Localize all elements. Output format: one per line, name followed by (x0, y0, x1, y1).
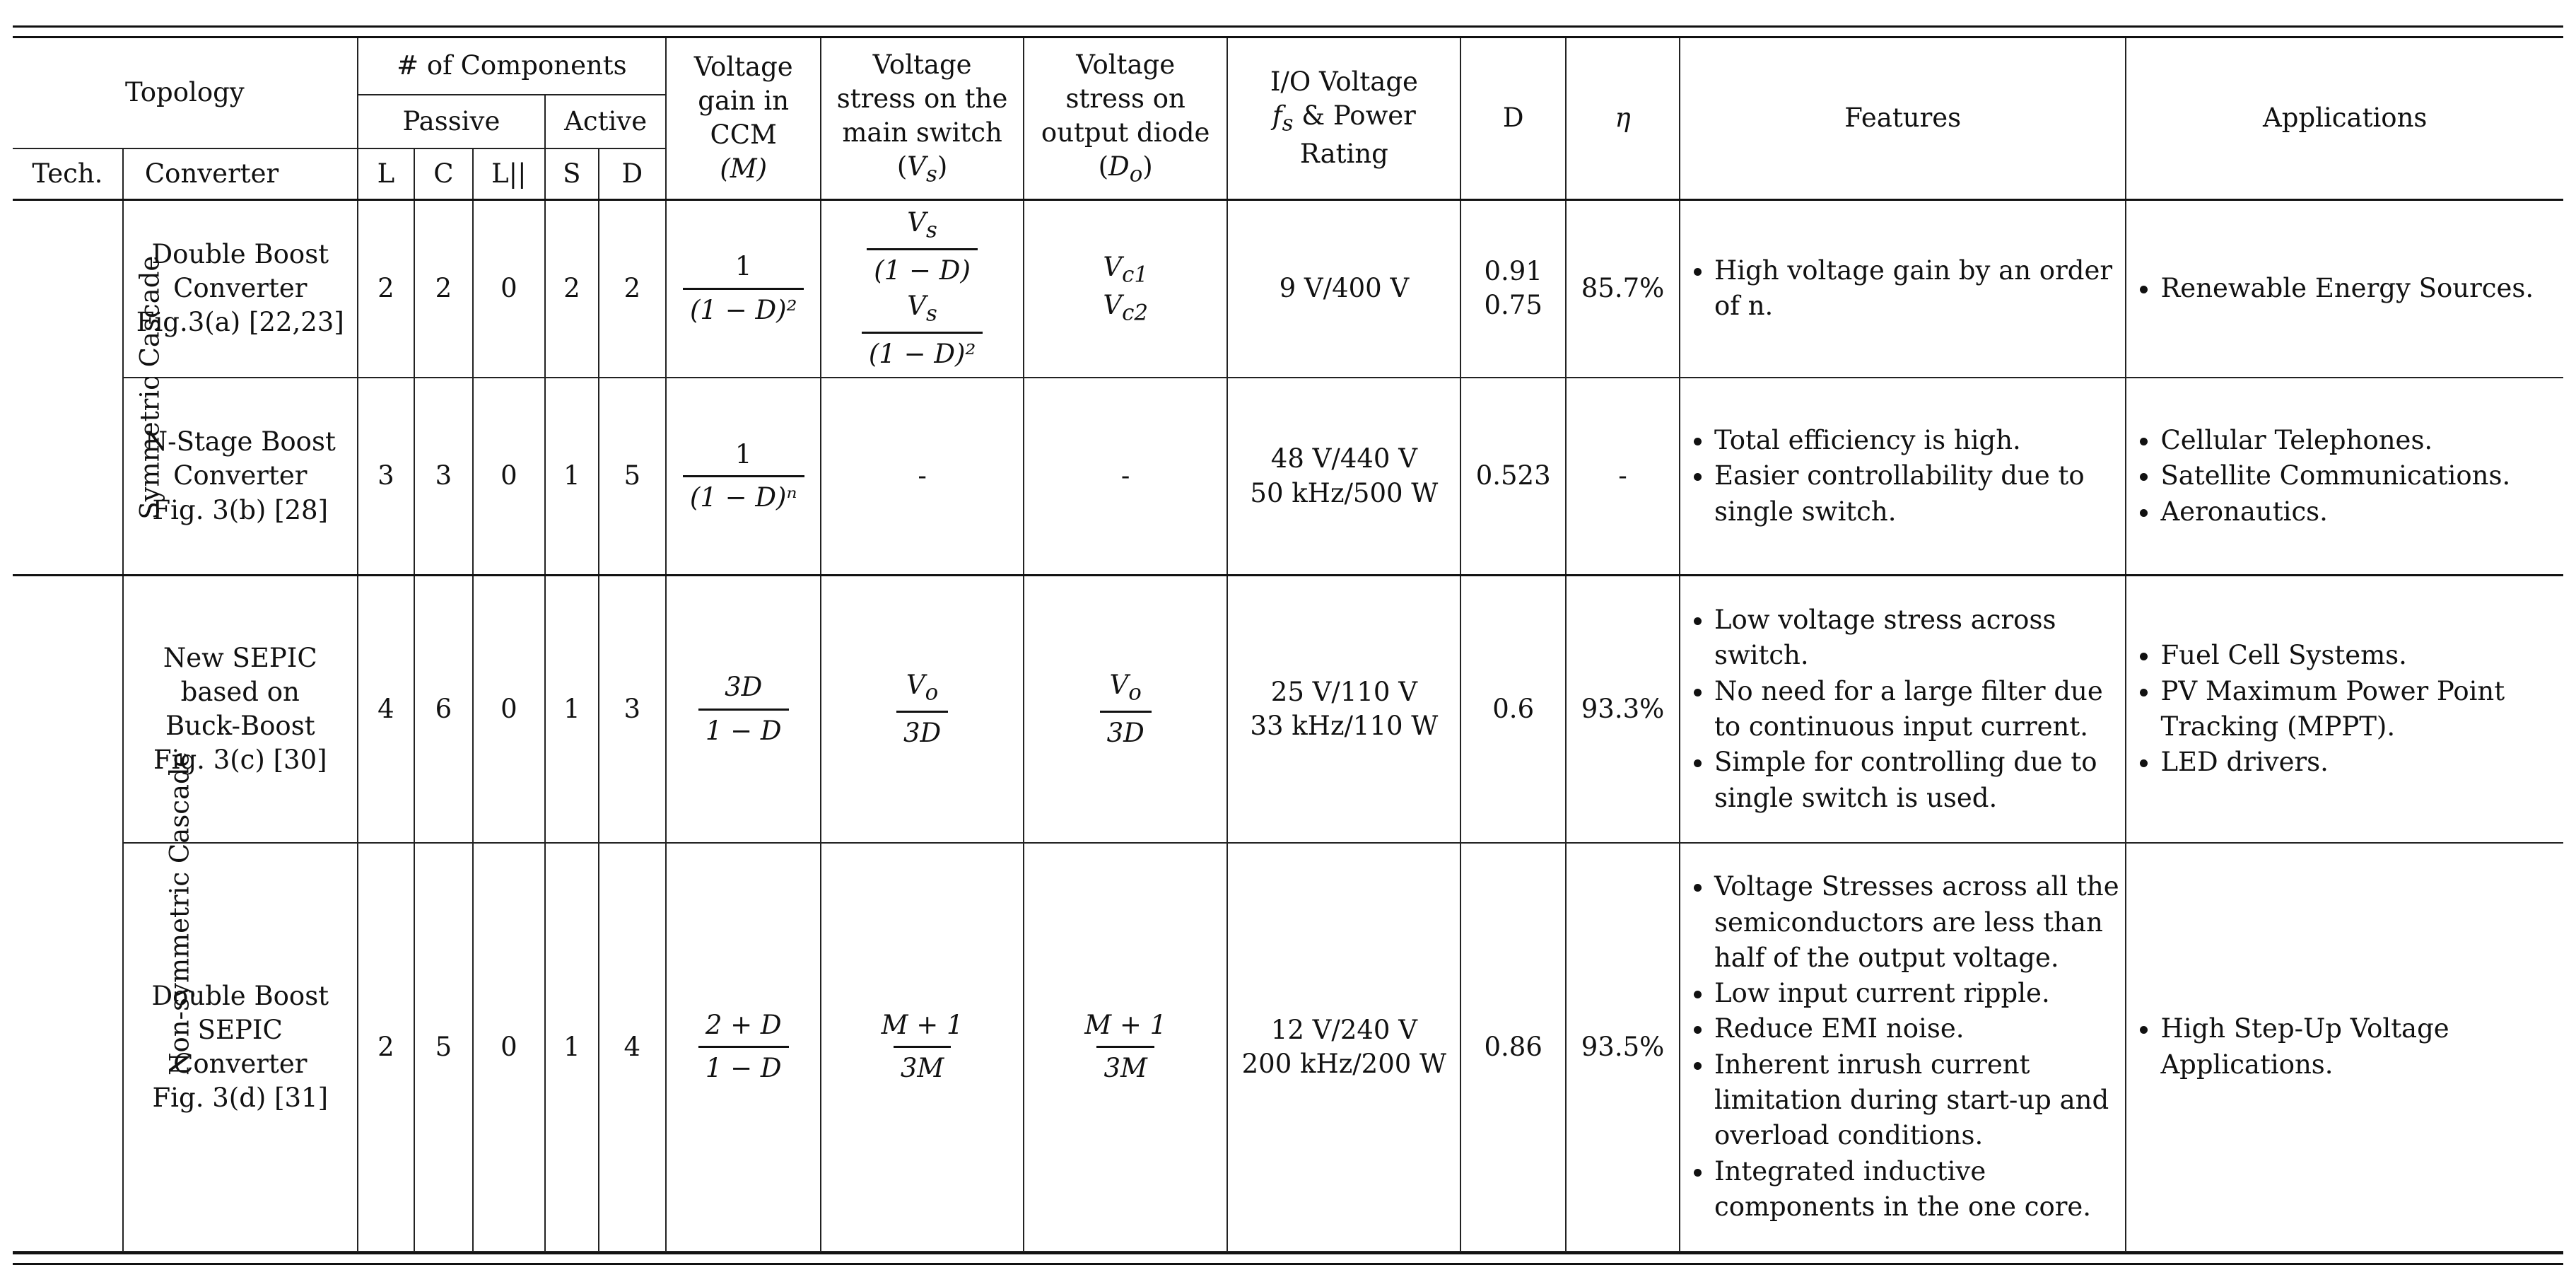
topology-header: Topology (13, 38, 358, 148)
efficiency: - (1566, 378, 1680, 576)
switch-count: 2 (545, 199, 598, 378)
voltage-gain: $\frac{1}{\text{(1 − D)ⁿ}}$ (666, 378, 821, 576)
coupled-inductor-count: 0 (473, 843, 546, 1252)
switch-count: 1 (545, 843, 598, 1252)
list-item: • High Step-Up Voltage Applications. (2160, 1011, 2558, 1083)
diode-stress: - (1024, 378, 1228, 576)
features-cell (1680, 843, 2126, 1252)
components-header: # of Components (358, 38, 666, 95)
efficiency: 93.3% (1566, 576, 1680, 843)
switch-stress: $\frac{V_s}{(1 - D)}$ $\frac{V_s}{\text{(1 − D)²}}$ (821, 199, 1024, 378)
coupled-inductor-count: 0 (473, 199, 546, 378)
features-cell (1680, 199, 2126, 378)
table-row (13, 843, 2563, 1252)
diode-stress: $\frac{M + 1}{3M}$ (1024, 843, 1228, 1252)
coupled-inductor-count: 0 (473, 576, 546, 843)
applications-cell (2126, 576, 2563, 843)
coupled-inductor-header: L|| (473, 148, 546, 199)
switch-count: 1 (545, 378, 598, 576)
list-item: • Low input current ripple. (1714, 976, 2119, 1011)
converter-name: N-Stage Boost Converter Fig. 3(b) [28] (123, 378, 358, 576)
list-item: • Low voltage stress across switch. (1714, 602, 2119, 674)
list-item: • High voltage gain by an order of n. (1714, 253, 2119, 325)
efficiency-header: η (1566, 38, 1680, 199)
io-header: I/O Voltage $f_s$ & Power Rating (1227, 38, 1460, 199)
duty-cycle: 0.6 (1460, 576, 1566, 843)
io-rating: 9 V/400 V (1227, 199, 1460, 378)
table-row (13, 576, 2563, 843)
list-item: • Integrated inductive components in the one core. (1714, 1154, 2119, 1225)
io-rating: 25 V/110 V 33 kHz/110 W (1227, 576, 1460, 843)
list-item: • Easier controllability due to single switch. (1714, 458, 2119, 530)
table-row (13, 199, 2563, 378)
group-label-non-symmetric: Non-symmetric Cascade (13, 576, 123, 1252)
capacitor-header: C (414, 148, 472, 199)
tech-header: Tech. (13, 148, 123, 199)
list-item: • Voltage Stresses across all the semiconductors are less than half of the output voltage. (1714, 869, 2119, 976)
gain-header: Voltage gain in CCM (M) (666, 38, 821, 199)
duty-cycle: 0.86 (1460, 843, 1566, 1252)
list-item: • No need for a large filter due to continuous input current. (1714, 674, 2119, 745)
applications-cell (2126, 843, 2563, 1252)
comparison-table-container (13, 25, 2563, 1265)
efficiency: 93.5% (1566, 843, 1680, 1252)
duty-header: D (1460, 38, 1566, 199)
capacitor-count: 3 (414, 378, 472, 576)
capacitor-count: 5 (414, 843, 472, 1252)
passive-header: Passive (358, 95, 545, 148)
diode-count: 2 (599, 199, 667, 378)
features-header: Features (1680, 38, 2126, 199)
switch-stress: - (821, 378, 1024, 576)
features-cell (1680, 576, 2126, 843)
diode-stress: $\frac{V_o}{3D}$ (1024, 576, 1228, 843)
list-item: • Renewable Energy Sources. (2160, 271, 2558, 306)
diode-count: 3 (599, 576, 667, 843)
inductor-count: 2 (358, 843, 414, 1252)
duty-cycle: 0.91 0.75 (1460, 199, 1566, 378)
features-cell (1680, 378, 2126, 576)
duty-cycle: 0.523 (1460, 378, 1566, 576)
diode-count: 5 (599, 378, 667, 576)
list-item: • Total efficiency is high. (1714, 423, 2119, 458)
diode-count: 4 (599, 843, 667, 1252)
header-row-1 (13, 38, 2563, 95)
top-rule (13, 25, 2563, 38)
converter-name: Double Boost Converter Fig.3(a) [22,23] (123, 199, 358, 378)
list-item: • Reduce EMI noise. (1714, 1011, 2119, 1047)
capacitor-count: 2 (414, 199, 472, 378)
inductor-count: 2 (358, 199, 414, 378)
list-item: • Aeronautics. (2160, 494, 2558, 530)
list-item: • Inherent inrush current limitation during start-up and overload conditions. (1714, 1047, 2119, 1154)
bottom-rule (13, 1252, 2563, 1265)
applications-header: Applications (2126, 38, 2563, 199)
group-label-symmetric: Symmetric Cascade (13, 199, 123, 576)
coupled-inductor-count: 0 (473, 378, 546, 576)
switch-count: 1 (545, 576, 598, 843)
converter-name: New SEPIC based on Buck-Boost Fig. 3(c) [30] (123, 576, 358, 843)
switch-stress: $\frac{M + 1}{3M}$ (821, 843, 1024, 1252)
efficiency: 85.7% (1566, 199, 1680, 378)
capacitor-count: 6 (414, 576, 472, 843)
switch-count-header: S (545, 148, 598, 199)
io-rating: 48 V/440 V 50 kHz/500 W (1227, 378, 1460, 576)
diode-count-header: D (599, 148, 667, 199)
diode-stress-header: Voltage stress on output diode $(D_o)$ (1024, 38, 1228, 199)
converter-comparison-table (13, 38, 2563, 1252)
inductor-count: 3 (358, 378, 414, 576)
switch-stress-header: Voltage stress on the main switch $(V_s)$ (821, 38, 1024, 199)
list-item: • Satellite Communications. (2160, 458, 2558, 494)
applications-cell (2126, 378, 2563, 576)
list-item: • Simple for controlling due to single switch is used. (1714, 745, 2119, 816)
converter-name: Double Boost SEPIC Converter Fig. 3(d) [31] (123, 843, 358, 1252)
applications-cell (2126, 199, 2563, 378)
list-item: • Cellular Telephones. (2160, 423, 2558, 458)
voltage-gain: $\frac{3D}{1 - D}$ (666, 576, 821, 843)
converter-header: Converter (123, 148, 358, 199)
table-row (13, 378, 2563, 576)
diode-stress: $V_{c1}$ $V_{c2}$ (1024, 199, 1228, 378)
list-item: • PV Maximum Power Point Tracking (MPPT). (2160, 674, 2558, 745)
list-item: • Fuel Cell Systems. (2160, 638, 2558, 673)
inductor-count: 4 (358, 576, 414, 843)
voltage-gain: $\frac{1}{\text{(1 − D)²}}$ (666, 199, 821, 378)
active-header: Active (545, 95, 666, 148)
inductor-header: L (358, 148, 414, 199)
switch-stress: $\frac{V_o}{3D}$ (821, 576, 1024, 843)
list-item: • LED drivers. (2160, 745, 2558, 780)
io-rating: 12 V/240 V 200 kHz/200 W (1227, 843, 1460, 1252)
voltage-gain: $\frac{2 + D}{1 - D}$ (666, 843, 821, 1252)
